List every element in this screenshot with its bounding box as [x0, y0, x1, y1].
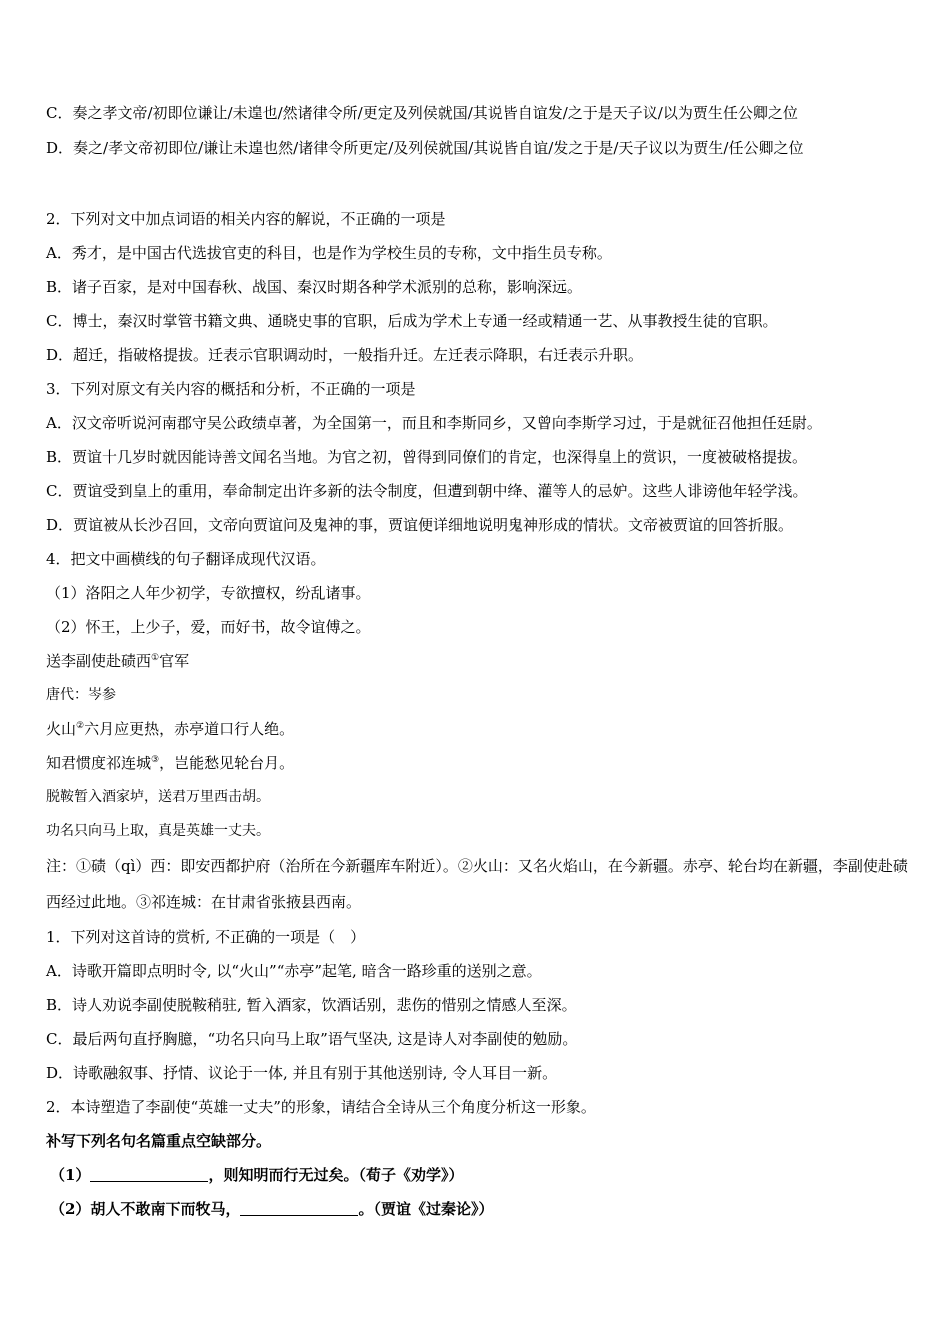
q1-option-c: C．奏之孝文帝/初即位谦让/未遑也/然诸律令所/更定及列侯就国/其说皆自谊发/之于是天子议/以为贾生任公卿之位	[46, 104, 798, 122]
q1-option-d: D．奏之/孝文帝初即位/谦让未遑也然/诸律令所更定/及列侯就国/其说皆自谊/发之于是/天子议以为贾生/任公卿之位	[46, 139, 804, 157]
poem-q1-stem: 1．下列对这首诗的赏析, 不正确的一项是（ ）	[46, 928, 366, 946]
poem-author: 唐代：岑参	[46, 687, 116, 703]
poem-line-1: 火山②六月应更热，赤亭道口行人绝。	[46, 720, 295, 738]
poem-title: 送李副使赴碛西①官军	[46, 652, 190, 670]
q2-option-b: B．诸子百家，是对中国春秋、战国、秦汉时期各种学术派别的总称，影响深远。	[46, 278, 583, 296]
q2-stem: 2．下列对文中加点词语的相关内容的解说，不正确的一项是	[46, 210, 446, 228]
fill-item-2: （2）胡人不敢南下而牧马， 。（贾谊《过秦论》）	[50, 1200, 494, 1218]
q3-option-a: A．汉文帝听说河南郡守吴公政绩卓著，为全国第一，而且和李斯同乡，又曾向李斯学习过，于是就征召他担任廷尉。	[46, 414, 822, 432]
poem-line-4: 功名只向马上取，真是英雄一丈夫。	[46, 823, 270, 839]
fill-blank-1[interactable]	[90, 1165, 208, 1182]
poem-q1-option-a: A．诗歌开篇即点明时令, 以“火山”“赤亭”起笔, 暗含一路珍重的送别之意。	[46, 962, 542, 980]
poem-q2-stem: 2．本诗塑造了李副使“英雄一丈夫”的形象，请结合全诗从三个角度分析这一形象。	[46, 1098, 596, 1116]
q3-option-c: C．贾谊受到皇上的重用，奉命制定出许多新的法令制度，但遭到朝中绛、灌等人的忌妒。这些人诽谤他年轻学浅。	[46, 482, 808, 500]
poem-line-3: 脱鞍暂入酒家垆，送君万里西击胡。	[46, 789, 270, 805]
poem-note: 注：①碛（qì）西：即安西都护府（治所在今新疆库车附近）。②火山：又名火焰山，在今新疆。赤亭、轮台均在新疆，李副使赴碛西经过此地。③祁连城：在甘肃省张掖县西南。	[46, 857, 908, 911]
document-page	[46, 96, 921, 1226]
q3-option-d: D．贾谊被从长沙召回，文帝向贾谊问及鬼神的事，贾谊便详细地说明鬼神形成的情状。文帝被贾谊的回答折服。	[46, 516, 794, 534]
fill-blank-2[interactable]	[240, 1199, 358, 1216]
q2-option-d: D．超迁，指破格提拔。迁表示官职调动时，一般指升迁。左迁表示降职，右迁表示升职。	[46, 346, 644, 364]
q4-stem: 4．把文中画横线的句子翻译成现代汉语。	[46, 550, 326, 568]
poem-q1-option-c: C．最后两句直抒胸臆，“功名只向马上取”语气坚决, 这是诗人对李副使的勉励。	[46, 1030, 578, 1048]
poem-q1-option-d: D．诗歌融叙事、抒情、议论于一体, 并且有别于其他送别诗, 令人耳目一新。	[46, 1064, 558, 1082]
q4-sentence-1: （1）洛阳之人年少初学，专欲擅权，纷乱诸事。	[46, 584, 371, 602]
q2-option-a: A．秀才，是中国古代选拔官吏的科目，也是作为学校生员的专称，文中指生员专称。	[46, 244, 612, 262]
q3-option-b: B．贾谊十几岁时就因能诗善文闻名当地。为官之初，曾得到同僚们的肯定，也深得皇上的赏识，一度被破格提拔。	[46, 448, 808, 466]
poem-line-2: 知君惯度祁连城③，岂能愁见轮台月。	[46, 754, 295, 772]
poem-q1-option-b: B．诗人劝说李副使脱鞍稍驻, 暂入酒家，饮酒话别，悲伤的惜别之情感人至深。	[46, 996, 577, 1014]
fill-item-1: （1） ，则知明而行无过矣。（荀子《劝学》）	[50, 1166, 464, 1184]
q4-sentence-2: （2）怀王，上少子，爱，而好书，故令谊傅之。	[46, 618, 371, 636]
fill-heading: 补写下列名句名篇重点空缺部分。	[46, 1132, 272, 1150]
q3-stem: 3．下列对原文有关内容的概括和分析，不正确的一项是	[46, 380, 416, 398]
q2-option-c: C．博士，秦汉时掌管书籍文典、通晓史事的官职，后成为学术上专通一经或精通一艺、从事教授生徒的官职。	[46, 312, 778, 330]
